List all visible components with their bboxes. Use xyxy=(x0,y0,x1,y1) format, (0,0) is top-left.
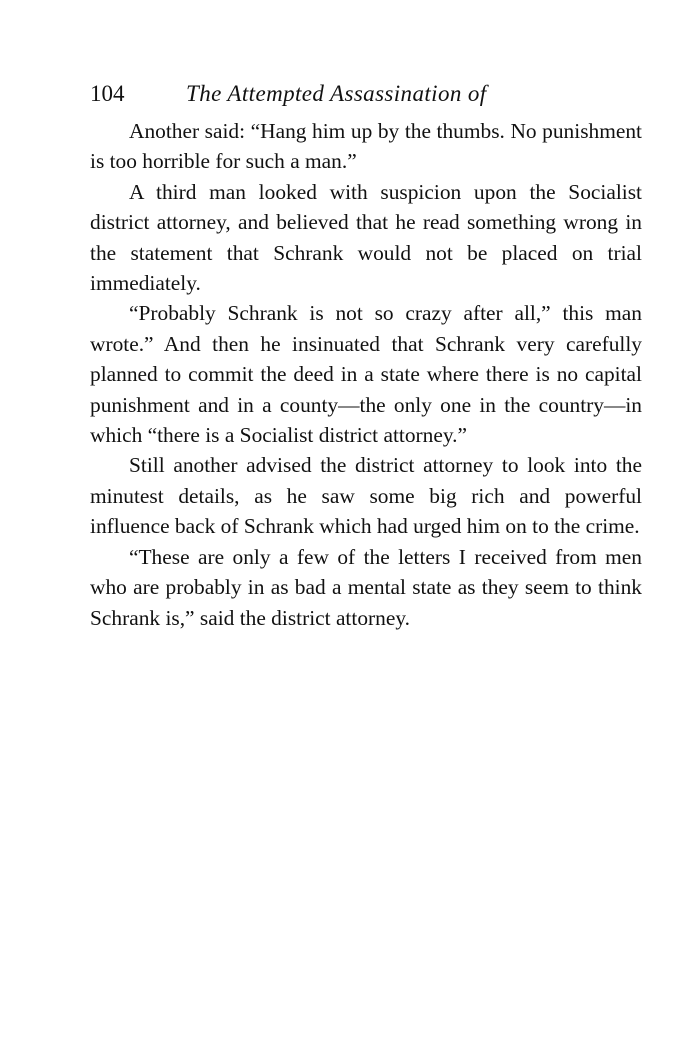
running-head xyxy=(90,78,642,110)
body-text xyxy=(90,116,642,633)
paragraph-another-said: Another said: “Hang him up by the thumbs. No punishment is too horrible for such a man.” xyxy=(90,119,642,174)
paragraph-probably-schrank: “Probably Schrank is not so crazy after all,” this man wrote.” And then he insinuated that Schrank very carefully planned to commit the deed in a state where there is no capital punishment and in a county—the only one in the country—in which “there is a Socialist district attorney.” xyxy=(90,301,642,448)
paragraph-still-another: Still another advised the district attorney to look into the minutest details, as he saw some big rich and powerful influence back of Schrank which had urged him on to the crime. xyxy=(90,453,642,539)
paragraph-these-are-only: “These are only a few of the letters I received from men who are probably in as bad a mental state as they seem to think Schrank is,” said the district attorney. xyxy=(90,544,642,630)
book-page xyxy=(90,78,642,633)
paragraph-third-man: A third man looked with suspicion upon the Socialist district attorney, and believed that he read something wrong in the statement that Schrank would not be placed on trial immediately. xyxy=(90,179,642,296)
running-title: The Attempted Assassination of xyxy=(186,81,487,106)
page-number: 104 xyxy=(90,81,125,106)
